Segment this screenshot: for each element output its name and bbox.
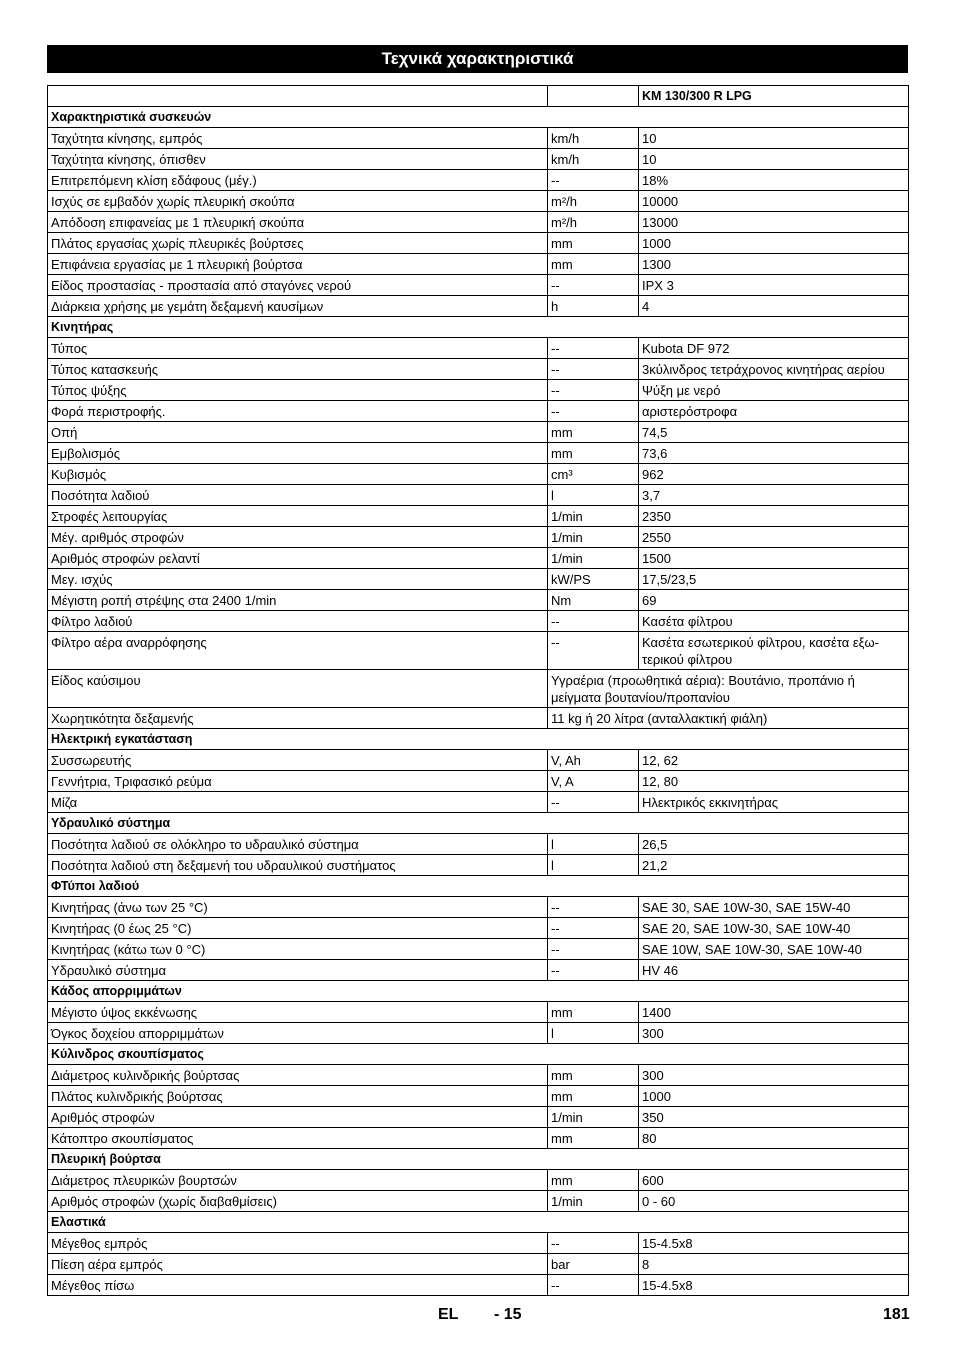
spec-value: 8 [639, 1254, 909, 1275]
section-row [48, 876, 909, 897]
spec-label: Τύπος ψύξης [48, 380, 548, 401]
table-row [48, 569, 909, 590]
table-row [48, 191, 909, 212]
spec-label: Πλάτος εργασίας χωρίς πλευρικές βούρτσες [48, 233, 548, 254]
spec-value: 4 [639, 296, 909, 317]
spec-label: Κινητήρας (0 έως 25 °C) [48, 918, 548, 939]
spec-label: Είδος προστασίας - προστασία από σταγόνες νερού [48, 275, 548, 296]
spec-unit: l [548, 485, 639, 506]
table-row [48, 485, 909, 506]
table-row [48, 1254, 909, 1275]
table-row [48, 611, 909, 632]
spec-value: 15-4.5x8 [639, 1275, 909, 1296]
spec-label: Ισχύς σε εμβαδόν χωρίς πλευρική σκούπα [48, 191, 548, 212]
spec-unit: -- [548, 792, 639, 813]
spec-unit: V, A [548, 771, 639, 792]
section-title: Κύλινδρος σκουπίσματος [48, 1044, 909, 1065]
spec-unit: 1/min [548, 527, 639, 548]
spec-unit: -- [548, 611, 639, 632]
spec-value: 11 kg ή 20 λίτρα (ανταλλακτική φιάλη) [548, 708, 909, 729]
spec-label: Εμβολισμός [48, 443, 548, 464]
spec-value: 18% [639, 170, 909, 191]
spec-unit: mm [548, 1065, 639, 1086]
table-row [48, 1023, 909, 1044]
spec-unit: -- [548, 939, 639, 960]
table-row [48, 1086, 909, 1107]
table-row [48, 275, 909, 296]
spec-unit: m²/h [548, 191, 639, 212]
spec-unit: 1/min [548, 548, 639, 569]
spec-label: Μεγ. ισχύς [48, 569, 548, 590]
table-row [48, 401, 909, 422]
spec-label: Επιτρεπόμενη κλίση εδάφους (μέγ.) [48, 170, 548, 191]
spec-label: Μέγεθος πίσω [48, 1275, 548, 1296]
spec-unit: cm³ [548, 464, 639, 485]
spec-value: 26,5 [639, 834, 909, 855]
spec-value: SAE 20, SAE 10W-30, SAE 10W-40 [639, 918, 909, 939]
section-title: Κάδος απορριμμάτων [48, 981, 909, 1002]
spec-value: 73,6 [639, 443, 909, 464]
spec-label: Μέγιστη ροπή στρέψης στα 2400 1/min [48, 590, 548, 611]
spec-label: Απόδοση επιφανείας με 1 πλευρική σκούπα [48, 212, 548, 233]
spec-label: Αριθμός στροφών ρελαντί [48, 548, 548, 569]
spec-label: Μέγεθος εμπρός [48, 1233, 548, 1254]
spec-value: 15-4.5x8 [639, 1233, 909, 1254]
spec-value: 13000 [639, 212, 909, 233]
spec-unit: 1/min [548, 1191, 639, 1212]
table-row [48, 359, 909, 380]
spec-value: 1000 [639, 233, 909, 254]
table-row [48, 960, 909, 981]
spec-value: 3,7 [639, 485, 909, 506]
spec-label: Κάτοπτρο σκουπίσματος [48, 1128, 548, 1149]
table-row [48, 149, 909, 170]
table-row [48, 771, 909, 792]
spec-table [47, 85, 909, 1296]
spec-value: Υγραέρια (προωθητικά αέρια): Βουτάνιο, προπάνιο ή μείγματα βουτανίου/προπανίου [548, 670, 909, 708]
spec-label: Οπή [48, 422, 548, 443]
spec-unit: mm [548, 1170, 639, 1191]
spec-label: Ποσότητα λαδιού στη δεξαμενή του υδραυλικού συστήματος [48, 855, 548, 876]
section-title: ΦΤύποι λαδιού [48, 876, 909, 897]
table-row [48, 338, 909, 359]
spec-unit: 1/min [548, 506, 639, 527]
spec-unit: -- [548, 380, 639, 401]
spec-label: Στροφές λειτουργίας [48, 506, 548, 527]
spec-unit: -- [548, 170, 639, 191]
spec-label: Υδραυλικό σύστημα [48, 960, 548, 981]
spec-unit: -- [548, 918, 639, 939]
spec-label: Τύπος κατασκευής [48, 359, 548, 380]
footer-section-page: - 15 [494, 1306, 522, 1323]
spec-label: Ταχύτητα κίνησης, εμπρός [48, 128, 548, 149]
section-title: Κινητήρας [48, 317, 909, 338]
section-row [48, 1044, 909, 1065]
spec-value: 600 [639, 1170, 909, 1191]
spec-unit: -- [548, 960, 639, 981]
header-label-cell [48, 86, 548, 107]
table-row [48, 548, 909, 569]
table-row [48, 590, 909, 611]
table-row [48, 750, 909, 771]
spec-label: Φίλτρο λαδιού [48, 611, 548, 632]
table-row [48, 834, 909, 855]
spec-label: Τύπος [48, 338, 548, 359]
spec-label: Συσσωρευτής [48, 750, 548, 771]
table-row [48, 422, 909, 443]
spec-label: Μέγ. αριθμός στροφών [48, 527, 548, 548]
spec-unit: m²/h [548, 212, 639, 233]
spec-value: 3κύλινδρος τετράχρονος κινητήρας αερίου [639, 359, 909, 380]
spec-value: 2550 [639, 527, 909, 548]
spec-value: 80 [639, 1128, 909, 1149]
section-row [48, 1212, 909, 1233]
spec-label: Ποσότητα λαδιού σε ολόκληρο το υδραυλικό σύστημα [48, 834, 548, 855]
spec-unit: V, Ah [548, 750, 639, 771]
spec-value: 74,5 [639, 422, 909, 443]
spec-value: 1300 [639, 254, 909, 275]
section-title: Υδραυλικό σύστημα [48, 813, 909, 834]
spec-unit: -- [548, 632, 639, 670]
spec-label: Αριθμός στροφών (χωρίς διαβαθμίσεις) [48, 1191, 548, 1212]
spec-label: Μέγιστο ύψος εκκένωσης [48, 1002, 548, 1023]
spec-unit: -- [548, 338, 639, 359]
table-row [48, 1002, 909, 1023]
spec-label: Αριθμός στροφών [48, 1107, 548, 1128]
table-row [48, 855, 909, 876]
header-unit-cell [548, 86, 639, 107]
section-row [48, 981, 909, 1002]
table-row [48, 380, 909, 401]
table-row [48, 1191, 909, 1212]
spec-value: Κασέτα εσωτερικού φίλτρου, κασέτα εξω-τερικού φίλτρου [639, 632, 909, 670]
spec-unit: l [548, 855, 639, 876]
spec-unit: -- [548, 401, 639, 422]
section-row [48, 107, 909, 128]
table-row [48, 1107, 909, 1128]
spec-value: Ψύξη με νερό [639, 380, 909, 401]
spec-value: 10 [639, 149, 909, 170]
table-row [48, 792, 909, 813]
spec-unit: mm [548, 443, 639, 464]
spec-unit: l [548, 1023, 639, 1044]
spec-label: Είδος καύσιμου [48, 670, 548, 708]
table-row [48, 464, 909, 485]
spec-value: 962 [639, 464, 909, 485]
page-title: Τεχνικά χαρακτηριστικά [47, 45, 908, 73]
spec-unit: km/h [548, 128, 639, 149]
spec-value: 300 [639, 1023, 909, 1044]
section-row [48, 1149, 909, 1170]
table-header-row [48, 86, 909, 107]
spec-value: 350 [639, 1107, 909, 1128]
spec-unit: mm [548, 233, 639, 254]
spec-value: 12, 62 [639, 750, 909, 771]
spec-value: 1500 [639, 548, 909, 569]
spec-value: αριστερόστροφα [639, 401, 909, 422]
table-row [48, 170, 909, 191]
section-title: Χαρακτηριστικά συσκευών [48, 107, 909, 128]
table-row [48, 1170, 909, 1191]
spec-unit: bar [548, 1254, 639, 1275]
section-row [48, 729, 909, 750]
spec-unit: mm [548, 1002, 639, 1023]
spec-value: 10000 [639, 191, 909, 212]
model-header: KM 130/300 R LPG [639, 86, 909, 107]
spec-label: Χωρητικότητα δεξαμενής [48, 708, 548, 729]
table-row [48, 1128, 909, 1149]
table-row [48, 128, 909, 149]
footer-page-number: 181 [883, 1306, 910, 1323]
spec-value: 300 [639, 1065, 909, 1086]
spec-unit: -- [548, 1233, 639, 1254]
spec-value: 2350 [639, 506, 909, 527]
spec-value: 17,5/23,5 [639, 569, 909, 590]
spec-label: Κινητήρας (άνω των 25 °C) [48, 897, 548, 918]
table-row [48, 708, 909, 729]
spec-label: Φίλτρο αέρα αναρρόφησης [48, 632, 548, 670]
table-row [48, 670, 909, 708]
spec-unit: -- [548, 275, 639, 296]
spec-unit: km/h [548, 149, 639, 170]
footer-language: EL [438, 1306, 459, 1323]
spec-unit: mm [548, 1086, 639, 1107]
spec-unit: h [548, 296, 639, 317]
spec-value: 12, 80 [639, 771, 909, 792]
spec-label: Κυβισμός [48, 464, 548, 485]
spec-value: 69 [639, 590, 909, 611]
spec-unit: -- [548, 897, 639, 918]
spec-unit: kW/PS [548, 569, 639, 590]
table-row [48, 212, 909, 233]
spec-unit: mm [548, 254, 639, 275]
table-row [48, 1233, 909, 1254]
spec-value: SAE 30, SAE 10W-30, SAE 15W-40 [639, 897, 909, 918]
table-row [48, 939, 909, 960]
section-row [48, 317, 909, 338]
spec-label: Μίζα [48, 792, 548, 813]
spec-unit: 1/min [548, 1107, 639, 1128]
spec-label: Πλάτος κυλινδρικής βούρτσας [48, 1086, 548, 1107]
table-row [48, 233, 909, 254]
spec-label: Πίεση αέρα εμπρός [48, 1254, 548, 1275]
spec-value: Κασέτα φίλτρου [639, 611, 909, 632]
table-row [48, 254, 909, 275]
table-row [48, 918, 909, 939]
spec-value: 1000 [639, 1086, 909, 1107]
spec-value: Ηλεκτρικός εκκινητήρας [639, 792, 909, 813]
section-row [48, 813, 909, 834]
table-row [48, 1065, 909, 1086]
spec-value: Kubota DF 972 [639, 338, 909, 359]
spec-unit: -- [548, 359, 639, 380]
spec-label: Φορά περιστροφής. [48, 401, 548, 422]
spec-unit: -- [548, 1275, 639, 1296]
spec-label: Επιφάνεια εργασίας με 1 πλευρική βούρτσα [48, 254, 548, 275]
section-title: Ελαστικά [48, 1212, 909, 1233]
spec-unit: l [548, 834, 639, 855]
spec-label: Διάμετρος κυλινδρικής βούρτσας [48, 1065, 548, 1086]
table-row [48, 1275, 909, 1296]
spec-value: HV 46 [639, 960, 909, 981]
section-title: Ηλεκτρική εγκατάσταση [48, 729, 909, 750]
spec-unit: Nm [548, 590, 639, 611]
spec-label: Διάρκεια χρήσης με γεμάτη δεξαμενή καυσίμων [48, 296, 548, 317]
spec-unit: mm [548, 1128, 639, 1149]
spec-label: Γεννήτρια, Τριφασικό ρεύμα [48, 771, 548, 792]
spec-label: Διάμετρος πλευρικών βουρτσών [48, 1170, 548, 1191]
spec-label: Κινητήρας (κάτω των 0 °C) [48, 939, 548, 960]
table-row [48, 897, 909, 918]
table-row [48, 632, 909, 670]
spec-label: Ταχύτητα κίνησης, όπισθεν [48, 149, 548, 170]
spec-label: Ποσότητα λαδιού [48, 485, 548, 506]
spec-value: IPX 3 [639, 275, 909, 296]
table-row [48, 527, 909, 548]
table-row [48, 506, 909, 527]
spec-value: 0 - 60 [639, 1191, 909, 1212]
spec-value: SAE 10W, SAE 10W-30, SAE 10W-40 [639, 939, 909, 960]
spec-label: Όγκος δοχείου απορριμμάτων [48, 1023, 548, 1044]
spec-unit: mm [548, 422, 639, 443]
spec-value: 10 [639, 128, 909, 149]
spec-value: 21,2 [639, 855, 909, 876]
table-row [48, 443, 909, 464]
table-row [48, 296, 909, 317]
spec-value: 1400 [639, 1002, 909, 1023]
section-title: Πλευρική βούρτσα [48, 1149, 909, 1170]
